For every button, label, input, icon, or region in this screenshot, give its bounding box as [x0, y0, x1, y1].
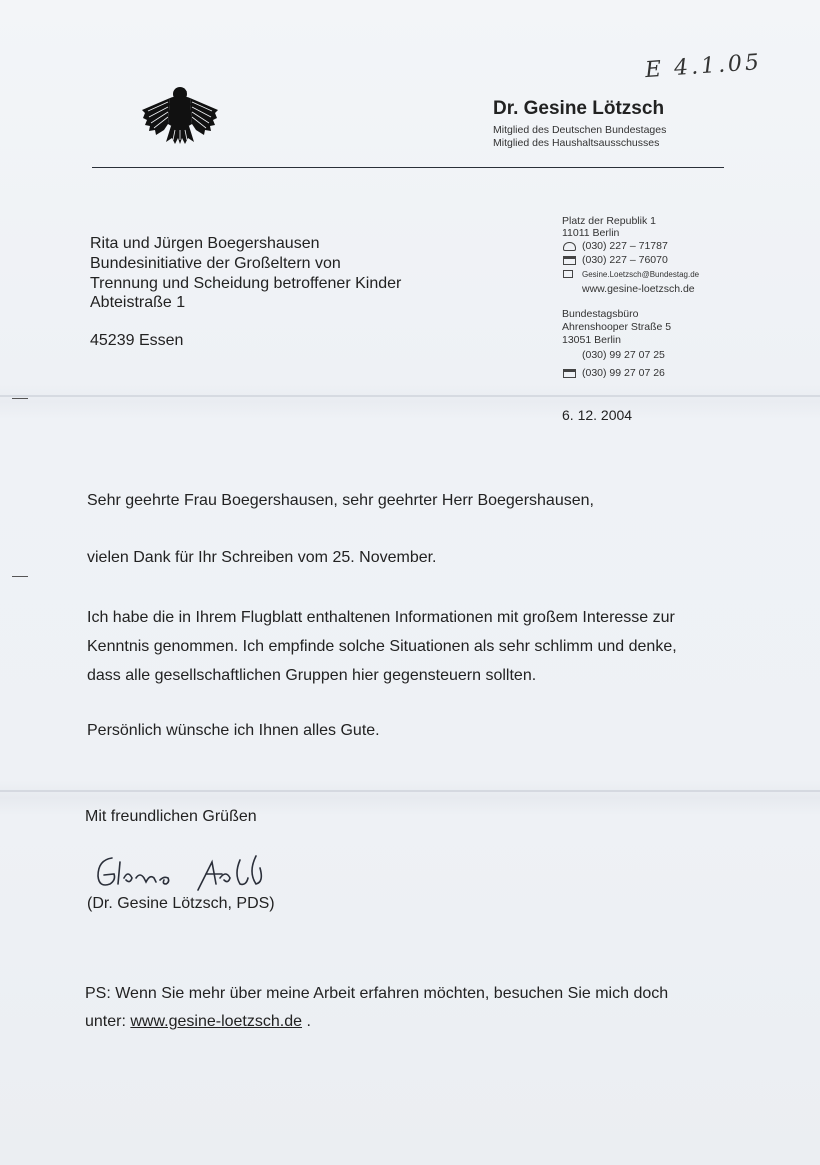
handwritten-signature: [90, 848, 290, 894]
received-note: E 4.1.05: [644, 49, 763, 84]
office-city: 13051 Berlin: [562, 334, 621, 346]
wishes-line: Persönlich wünsche ich Ihnen alles Gute.: [87, 722, 380, 739]
berlin-street: Platz der Republik 1: [562, 215, 656, 227]
ps-suffix: .: [306, 1013, 311, 1030]
berlin-fax: (030) 227 – 76070: [582, 254, 668, 266]
office-phone: (030) 99 27 07 25: [582, 349, 665, 361]
letter-date: 6. 12. 2004: [562, 407, 633, 423]
salutation: Sehr geehrte Frau Boegershausen, sehr geehrter Herr Boegershausen,: [87, 492, 594, 509]
paper-fold: [0, 790, 820, 792]
office-fax: (030) 99 27 07 26: [582, 367, 665, 379]
ps-line: PS: Wenn Sie mehr über meine Arbeit erfahren möchten, besuchen Sie mich doch: [85, 985, 669, 1002]
paragraph-line: dass alle gesellschaftlichen Gruppen hier gegensteuern sollten.: [87, 667, 537, 684]
closing: Mit freundlichen Grüßen: [85, 808, 257, 825]
fold-mark: [12, 398, 28, 399]
berlin-web: www.gesine-loetzsch.de: [582, 283, 695, 295]
punch-mark: [12, 576, 28, 577]
berlin-city: 11011 Berlin: [562, 227, 620, 239]
fax-icon: [563, 256, 576, 265]
website-link[interactable]: www.gesine-loetzsch.de: [130, 1013, 303, 1030]
paragraph-line: Kenntnis genommen. Ich empfinde solche Situationen als sehr schlimm und denke,: [87, 638, 677, 655]
berlin-phone: (030) 227 – 71787: [582, 240, 668, 252]
phone-icon: [563, 242, 576, 251]
federal-eagle-logo: [140, 80, 220, 146]
header-rule: [92, 167, 724, 168]
sender-name: Dr. Gesine Lötzsch: [493, 98, 665, 119]
ps-url-line: [85, 1013, 311, 1031]
ps-prefix: unter:: [85, 1013, 126, 1030]
sender-role: Mitglied des Haushaltsausschusses: [493, 137, 660, 149]
fax-icon: [563, 369, 576, 378]
recipient-line: Abteistraße 1: [90, 294, 186, 311]
office-street: Ahrenshooper Straße 5: [562, 321, 672, 333]
recipient-line: Trennung und Scheidung betroffener Kinder: [90, 275, 402, 292]
recipient-line: Bundesinitiative der Großeltern von: [90, 255, 341, 272]
berlin-email: Gesine.Loetzsch@Bundestag.de: [582, 270, 700, 279]
paragraph-line: Ich habe die in Ihrem Flugblatt enthaltenen Informationen mit großem Interesse zur: [87, 609, 675, 626]
office-title: Bundestagsbüro: [562, 308, 639, 320]
thanks-line: vielen Dank für Ihr Schreiben vom 25. November.: [87, 549, 437, 566]
recipient-line: Rita und Jürgen Boegershausen: [90, 235, 320, 252]
recipient-city: 45239 Essen: [90, 332, 184, 349]
email-icon: [563, 270, 573, 278]
paper-fold: [0, 395, 820, 397]
signatory-name: (Dr. Gesine Lötzsch, PDS): [87, 895, 275, 912]
sender-role: Mitglied des Deutschen Bundestages: [493, 124, 667, 136]
